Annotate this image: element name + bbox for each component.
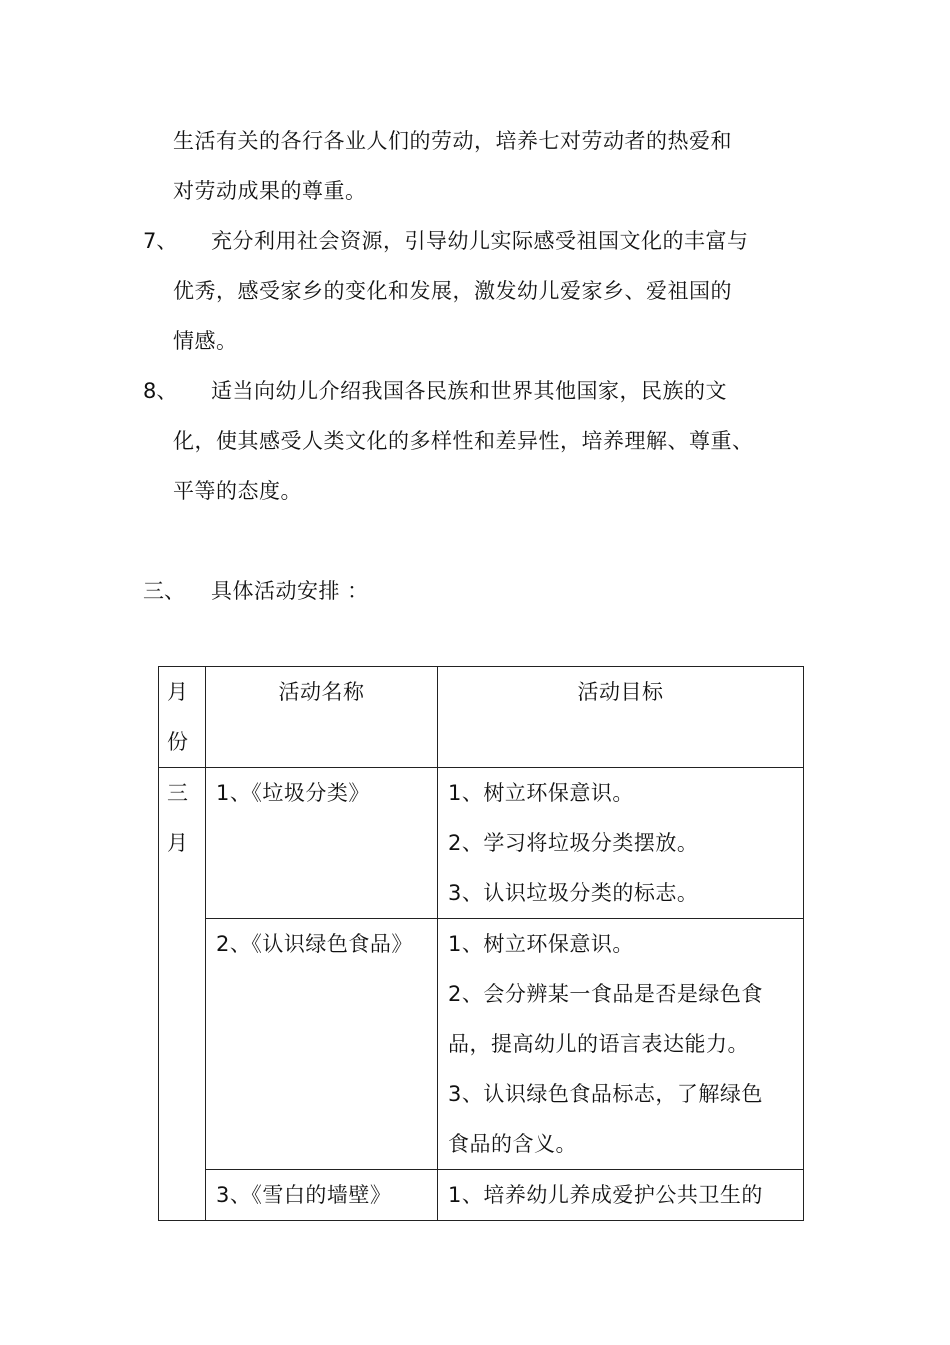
paragraph-6-line-2: 对劳动成果的尊重。 — [173, 179, 367, 203]
header-month-line-1: 月 — [167, 680, 189, 704]
item-8-line-1: 适当向幼儿介绍我国各民族和世界其他国家，民族的文 — [211, 379, 727, 403]
activity-name-cell: 3、《雪白的墙壁》 — [206, 1170, 438, 1221]
header-month — [159, 667, 206, 768]
paragraph-6-line-1: 生活有关的各行各业人们的劳动，培养七对劳动者的热爱和 — [173, 129, 732, 153]
header-month-line-2: 份 — [167, 730, 189, 754]
header-activity-goal: 活动目标 — [438, 667, 804, 768]
item-7-number: 7、 — [143, 229, 178, 253]
item-8-line-2: 化，使其感受人类文化的多样性和差异性，培养理解、尊重、 — [173, 429, 754, 453]
activity-goal-cell: 1、培养幼儿养成爱护公共卫生的 — [438, 1170, 804, 1221]
section-title: 具体活动安排 ： — [211, 579, 369, 603]
item-8-number: 8、 — [143, 379, 178, 403]
table-row — [159, 1170, 804, 1221]
item-7-line-1: 充分利用社会资源，引导幼儿实际感受祖国文化的丰富与 — [211, 229, 749, 253]
activity-name-cell: 2、《认识绿色食品》 — [206, 919, 438, 1170]
item-8-line-3: 平等的态度。 — [173, 479, 302, 503]
month-cell-line-1: 三 — [167, 781, 189, 805]
activity-table — [158, 666, 804, 1221]
activity-goal-cell: 1、树立环保意识。 2、会分辨某一食品是否是绿色食 品，提高幼儿的语言表达能力。 3、认识绿色食品标志，了解绿色 食品的含义。 — [438, 919, 804, 1170]
section-number: 三、 — [143, 579, 185, 603]
header-activity-name: 活动名称 — [206, 667, 438, 768]
item-7-line-3: 情感。 — [173, 329, 238, 353]
item-7-line-2: 优秀，感受家乡的变化和发展，激发幼儿爱家乡、爱祖国的 — [173, 279, 732, 303]
month-cell — [159, 768, 206, 1221]
month-cell-line-2: 月 — [167, 831, 189, 855]
table-header-row — [159, 667, 804, 768]
table-row — [159, 919, 804, 1170]
activity-name-cell: 1、《垃圾分类》 — [206, 768, 438, 919]
activity-goal-cell: 1、树立环保意识。 2、学习将垃圾分类摆放。 3、认识垃圾分类的标志。 — [438, 768, 804, 919]
table-row — [159, 768, 804, 919]
